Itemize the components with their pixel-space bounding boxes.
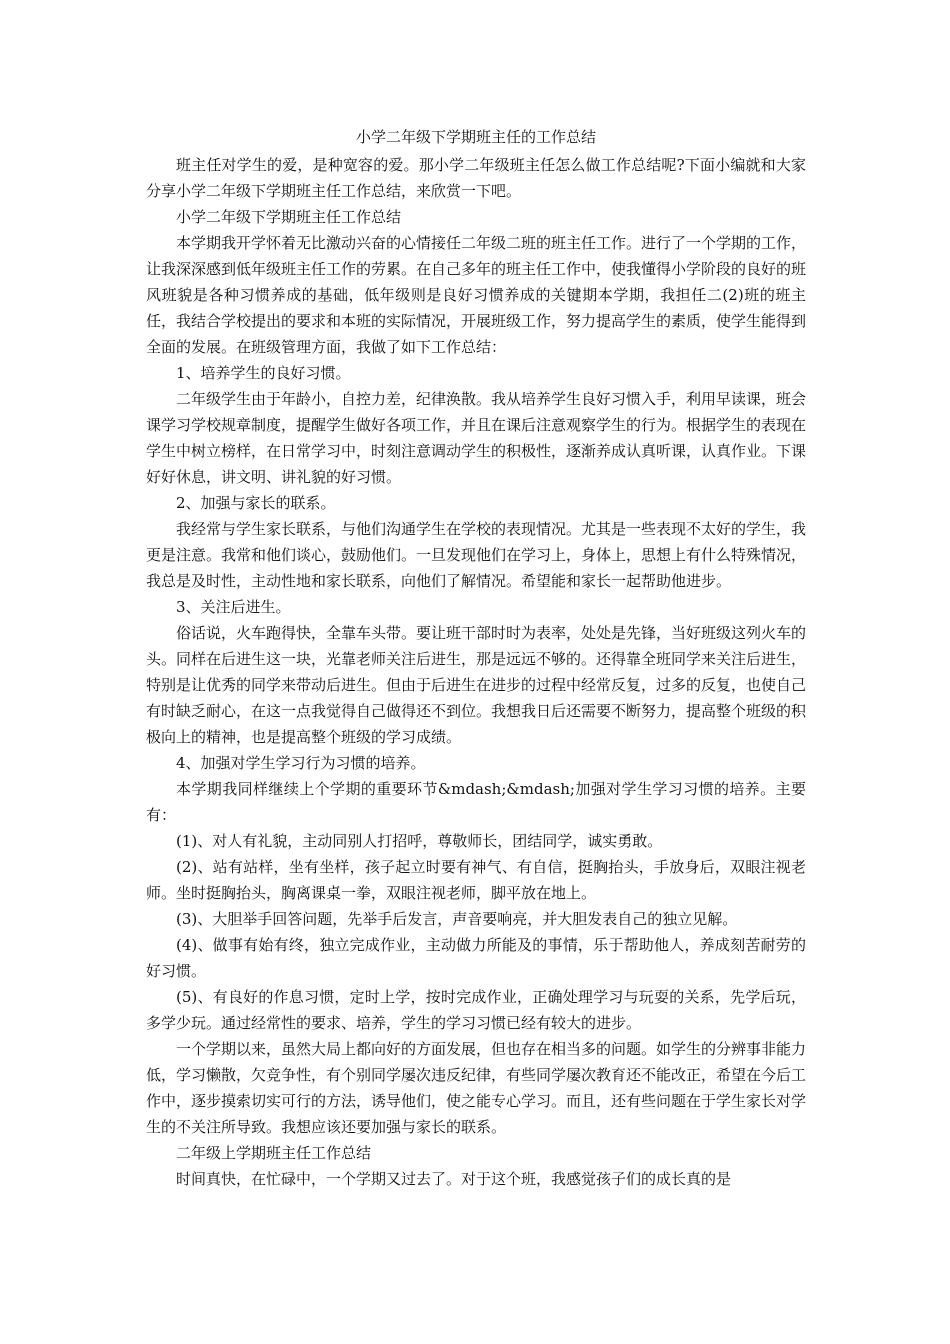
body-paragraph: 本学期我开学怀着无比激动兴奋的心情接任二年级二班的班主任工作。进行了一个学期的工作，让我深深感到低年级班主任工作的劳累。在自己多年的班主任工作中，使我懂得小学阶段的良好的班风班貌是各种习惯养成的基础，低年级则是良好习惯养成的关键期本学期，我担任二(2)班的班主任，我结合学校提出的要求和本班的实际情况，开展班级工作，努力提高学生的素质，使学生能得到全面的发展。在班级管理方面，我做了如下工作总结： [146,234,807,356]
body-paragraph: 本学期我同样继续上个学期的重要环节&mdash;&mdash;加强对学生学习习惯的培养。主要有： [146,780,806,824]
list-item: (2)、站有站样，坐有坐样，孩子起立时要有神气、有自信，挺胸抬头，手放身后，双眼注视老师。坐时挺胸抬头，胸离课桌一拳，双眼注视老师，脚平放在地上。 [146,858,806,902]
section-heading-lower-term: 小学二年级下学期班主任工作总结 [176,208,402,226]
list-item: (3)、大胆举手回答问题，先举手后发言，声音要响亮，并大胆发表自己的独立见解。 [176,910,738,928]
body-paragraph: 一个学期以来，虽然大局上都向好的方面发展，但也存在相当多的问题。如学生的分辨事非能力低，学习懒散，欠竞争性，有个别同学屡次违反纪律，有些同学屡次教育还不能改正，希望在今后工作中，逐步摸索切实可行的方法，诱导他们，使之能专心学习。而且，还有些问题在于学生家长对学生的不关注所导致。我想应该还要加强与家长的联系。 [146,1040,807,1136]
item-heading-parents: 2、加强与家长的联系。 [176,494,336,512]
item-heading-habits: 1、培养学生的良好习惯。 [176,364,351,382]
intro-paragraph: 班主任对学生的爱，是种宽容的爱。那小学二年级班主任怎么做工作总结呢?下面小编就和大家分享小学二年级下学期班主任工作总结，来欣赏一下吧。 [146,156,806,200]
body-paragraph: 我经常与学生家长联系，与他们沟通学生在学校的表现情况。尤其是一些表现不太好的学生，我更是注意。我常和他们谈心，鼓励他们。一旦发现他们在学习上，身体上，思想上有什么特殊情况，我总是及时性，主动性地和家长联系，向他们了解情况。希望能和家长一起帮助他进步。 [146,520,807,590]
body-paragraph: 二年级学生由于年龄小，自控力差，纪律涣散。我从培养学生良好习惯入手，利用早读课，班会课学习学校规章制度，提醒学生做好各项工作，并且在课后注意观察学生的行为。根据学生的表现在学生中树立榜样，在日常学习中，时刻注意调动学生的积极性，逐渐养成认真听课，认真作业。下课好好休息，讲文明、讲礼貌的好习惯。 [146,390,807,486]
list-item: (1)、对人有礼貌，主动同别人打招呼，尊敬师长，团结同学，诚实勇敢。 [176,832,663,850]
body-paragraph: 俗话说，火车跑得快，全靠车头带。要让班干部时时为表率，处处是先锋，当好班级这列火车的头。同样在后进生这一块，光靠老师关注后进生，那是远远不够的。还得靠全班同学来关注后进生，特别是让优秀的同学来带动后进生。但由于后进生在进步的过程中经常反复，过多的反复，也使自己有时缺乏耐心，在这一点我觉得自己做得还不到位。我想我日后还需要不断努力，提高整个班级的积极向上的精神，也是提高整个班级的学习成绩。 [146,624,807,746]
item-heading-struggling-students: 3、关注后进生。 [176,598,291,616]
section-heading-upper-term: 二年级上学期班主任工作总结 [176,1144,372,1162]
body-paragraph: 时间真快，在忙碌中，一个学期又过去了。对于这个班，我感觉孩子们的成长真的是 [176,1170,732,1188]
list-item: (5)、有良好的作息习惯，定时上学，按时完成作业，正确处理学习与玩耍的关系，先学后玩，多学少玩。通过经常性的要求、培养，学生的学习习惯已经有较大的进步。 [146,988,806,1032]
list-item: (4)、做事有始有终，独立完成作业，主动做力所能及的事情，乐于帮助他人，养成刻苦耐劳的好习惯。 [146,936,806,980]
document-page [146,124,806,1192]
document-title: 小学二年级下学期班主任的工作总结 [355,128,596,146]
item-heading-study-habits: 4、加强对学生学习行为习惯的培养。 [176,754,426,772]
